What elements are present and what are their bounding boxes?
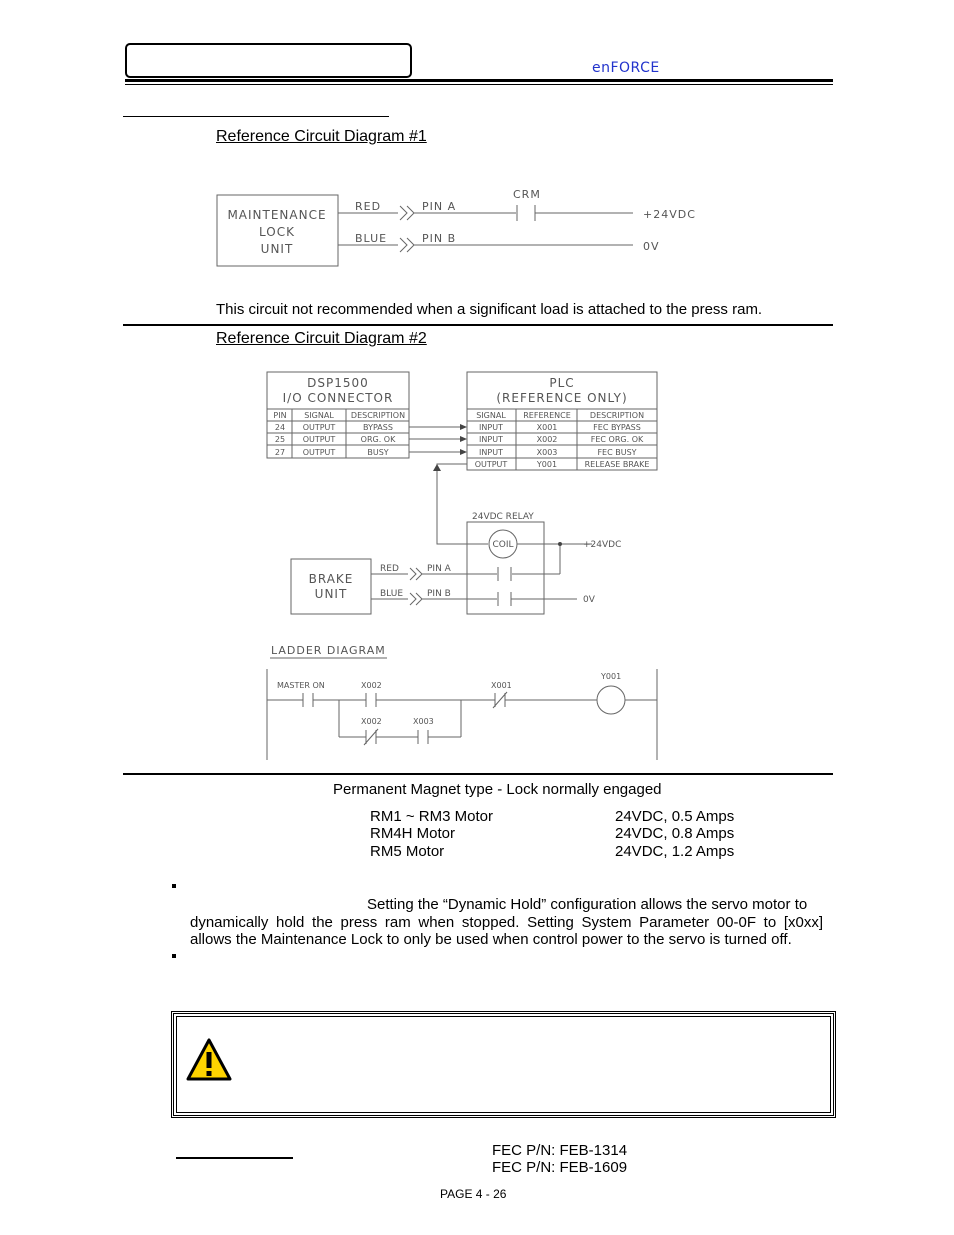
dsp-col-pin: PIN [273,411,287,420]
motor-rating: 24VDC, 0.8 Amps [615,825,735,842]
heading-circuit-2: Reference Circuit Diagram #2 [216,330,427,347]
part-heading-rule [176,1157,293,1159]
warning-icon [185,1037,233,1083]
d1-supply-neg: 0V [643,240,660,253]
plc-cell: INPUT [479,448,503,457]
plc-cell: X003 [536,448,558,457]
brake-pin-b: PIN B [427,589,451,599]
plc-col-description: DESCRIPTION [589,411,645,420]
plc-cell: RELEASE BRAKE [584,460,650,469]
plc-cell: FEC BUSY [597,448,637,457]
ladder-contact-x001: X001 [491,681,512,690]
part-number-1: FEC P/N: FEB-1314 [492,1142,628,1159]
d1-wire-blue: BLUE [355,232,388,245]
dsp-cell: OUTPUT [302,448,336,457]
ladder-master-on: MASTER ON [277,681,325,690]
plc-cell: X002 [536,435,558,444]
section-divider-2 [123,773,833,775]
dsp-cell: 24 [274,423,286,432]
brake-label-1: BRAKE [308,572,354,586]
ladder-title: LADDER DIAGRAM [271,644,386,657]
relay-supply-neg: 0V [583,595,595,605]
ladder-coil-y001: Y001 [601,672,622,681]
circuit-1-note: This circuit not recommended when a significant load is attached to the press ram. [216,301,763,318]
bullet-marker [172,954,176,958]
plc-col-signal: SIGNAL [476,411,506,420]
ladder-contact-x003: X003 [413,717,434,726]
ladder-contact-x002-nc: X002 [361,717,382,726]
relay-supply-pos: +24VDC [583,540,622,550]
page-number: PAGE 4 - 26 [440,1187,507,1201]
d1-wire-red: RED [355,200,382,213]
plc-cell: OUTPUT [474,460,508,469]
d1-pin-a: PIN A [422,200,457,213]
dsp-cell: OUTPUT [302,423,336,432]
plc-cell: X001 [536,423,558,432]
plc-cell: INPUT [479,423,503,432]
plc-title-1: PLC [549,376,575,390]
dsp-col-signal: SIGNAL [304,411,334,420]
plc-cell: INPUT [479,435,503,444]
d1-unit-label-1: MAINTENANCE [227,208,327,222]
motor-name: RM5 Motor [370,843,445,860]
relay-title: 24VDC RELAY [472,512,534,522]
plc-col-reference: REFERENCE [523,411,571,420]
plc-cell: FEC ORG. OK [590,435,644,444]
d1-contact-crm: CRM [513,188,541,201]
motor-rating: 24VDC, 1.2 Amps [615,843,735,860]
motor-name: RM4H Motor [370,825,456,842]
warning-box [171,1011,836,1118]
dynamic-hold-line-2: dynamically hold the press ram when stopped. Setting System Parameter 00-0F to [x0xx] [190,914,823,931]
dynamic-hold-line-3: allows the Maintenance Lock to only be used when control power to the servo is turned off. [190,931,792,948]
dsp-col-description: DESCRIPTION [350,411,406,420]
d1-supply-pos: +24VDC [643,208,696,221]
brake-wire-blue: BLUE [380,589,404,599]
brand-logo: enFORCE [592,60,660,76]
dsp-cell: 25 [274,435,286,444]
plc-title-2: (REFERENCE ONLY) [496,391,628,405]
dynamic-hold-line-1: Setting the “Dynamic Hold” configuration allows the servo motor to [367,896,808,913]
motor-rating: 24VDC, 0.5 Amps [615,808,735,825]
bullet-marker [172,884,176,888]
plc-cell: FEC BYPASS [593,423,641,432]
brake-label-2: UNIT [314,587,348,601]
dsp-cell: BUSY [367,448,389,457]
dsp-cell: 27 [274,448,286,457]
dsp-cell: OUTPUT [302,435,336,444]
brake-wire-red: RED [380,564,399,574]
dsp-cell: BYPASS [363,423,393,432]
relay-coil: COIL [492,540,514,550]
heading-circuit-1: Reference Circuit Diagram #1 [216,128,427,145]
ladder-contact-x002: X002 [361,681,382,690]
plc-cell: Y001 [536,460,558,469]
d1-unit-label-2: LOCK [259,225,295,239]
d1-pin-b: PIN B [422,232,457,245]
dsp-title-1: DSP1500 [307,376,369,390]
part-number-2: FEC P/N: FEB-1609 [492,1159,628,1176]
motor-name: RM1 ~ RM3 Motor [370,808,493,825]
dsp-cell: ORG. OK [360,435,396,444]
lock-type-text: Permanent Magnet type - Lock normally engaged [333,781,662,798]
d1-unit-label-3: UNIT [260,242,294,256]
dsp-title-2: I/O CONNECTOR [282,391,394,405]
brake-pin-a: PIN A [427,564,451,574]
